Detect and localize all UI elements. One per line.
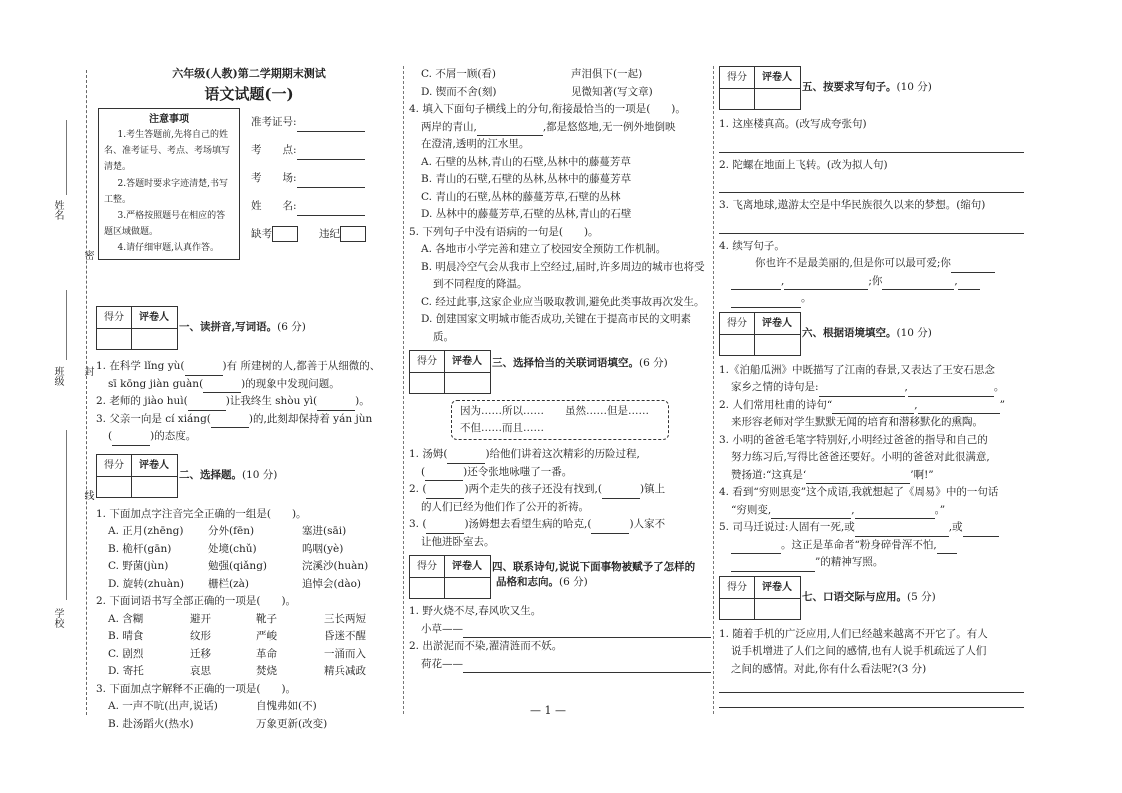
- answer-line[interactable]: [463, 626, 711, 638]
- section-3-header: [409, 350, 711, 394]
- option: 精兵减政: [324, 665, 366, 677]
- section-title: [492, 356, 668, 371]
- q-text: 1. 在科学 lǐng yù(: [96, 360, 185, 372]
- q-text: 荷花——: [421, 657, 463, 670]
- question: 5. 下列句子中没有语病的一句是( )。: [409, 225, 599, 238]
- q-text: (: [421, 465, 426, 478]
- score-table: [719, 576, 801, 620]
- option: 迁移: [190, 647, 211, 660]
- option[interactable]: C. 野菌(jùn): [108, 560, 169, 572]
- question: [409, 446, 711, 464]
- score-label: 得分: [720, 577, 755, 599]
- grader-label: 评卷人: [754, 67, 800, 89]
- column-divider: [713, 66, 714, 714]
- question: 之间的感情。对此,你有什么看法呢?(3 分): [731, 662, 927, 675]
- q-text: )的态度。: [150, 430, 197, 442]
- option: 靴子: [256, 612, 277, 625]
- grader-label: 评卷人: [444, 556, 490, 578]
- answer-blank[interactable]: [211, 416, 249, 428]
- option: 万象更新(改变): [256, 717, 328, 730]
- notice-item: 3.严格按照题号在相应的答题区域做题。: [104, 211, 226, 238]
- section-7-score: (5 分): [907, 590, 936, 603]
- question: [409, 481, 711, 499]
- section-2-title: 二、选择题。: [179, 468, 242, 481]
- option[interactable]: A. 正月(zhēng): [108, 525, 184, 537]
- answer-blank[interactable]: [963, 525, 999, 537]
- section-1-header: [96, 306, 402, 350]
- option: 纹形: [190, 630, 211, 642]
- answer-blank[interactable]: [806, 472, 910, 484]
- notice-box: [98, 108, 240, 260]
- answer-blank[interactable]: [426, 487, 464, 499]
- option[interactable]: C. 经过此事,这家企业应当吸取教训,避免此类事故再次发生。: [421, 295, 705, 308]
- question: [719, 537, 1024, 555]
- score-table: [96, 454, 178, 498]
- q-text: 两岸的青山,: [421, 120, 477, 133]
- answer-line[interactable]: [719, 678, 1024, 693]
- q-text: 家乡之情的诗句是:: [731, 381, 819, 393]
- q-text: 3. (: [409, 518, 427, 530]
- option: 哀思: [190, 665, 211, 677]
- answer-line[interactable]: [719, 217, 1024, 234]
- gutter-line: [66, 290, 67, 360]
- question: [719, 255, 1024, 273]
- option: 严峻: [256, 630, 277, 642]
- q-text: ;你: [868, 274, 883, 287]
- gutter-name-label: 姓名: [52, 200, 63, 220]
- score-table: [719, 66, 801, 110]
- answer-blank[interactable]: [832, 402, 914, 414]
- question: [96, 376, 402, 394]
- option[interactable]: B. 桅杆(gān): [108, 542, 172, 555]
- q-text: “穷则变,: [731, 503, 772, 516]
- gutter-feng: 封: [82, 366, 93, 376]
- exam-id-field[interactable]: [297, 119, 365, 132]
- answer-blank[interactable]: [203, 381, 241, 393]
- q-text: 。这正是革命者“粉身碎骨浑不怕,: [781, 538, 937, 551]
- question: 来形容老师对学生默默无闻的培育和潜移默化的熏陶。: [731, 416, 983, 428]
- q-text: 2. (: [409, 483, 427, 495]
- answer-blank[interactable]: [731, 560, 815, 572]
- option: 声泪俱下(一起): [571, 68, 643, 80]
- section-5-score: (10 分): [896, 81, 932, 93]
- question: 4. 填入下面句子横线上的分句,衔接最恰当的一项是( )。: [409, 103, 686, 115]
- option: 栅栏(zà): [208, 577, 249, 590]
- answer-blank[interactable]: [937, 542, 957, 554]
- score-table: [96, 306, 178, 350]
- question: 1. 随着手机的广泛应用,人们已经越来越离不开它了。有人: [719, 627, 988, 640]
- word-bank-item: 虽然……但是……: [565, 405, 649, 417]
- option[interactable]: B. 晴食: [108, 630, 144, 642]
- score-label: 得分: [97, 307, 132, 329]
- option[interactable]: D. 旋转(zhuàn): [108, 577, 184, 590]
- grader-label: 评卷人: [754, 313, 800, 335]
- question: [719, 273, 1024, 291]
- question: 2. 人们常用杜甫的诗句“ , ”: [719, 397, 1024, 415]
- option[interactable]: D. 寄托: [108, 665, 144, 677]
- answer-blank[interactable]: [784, 278, 868, 290]
- question: [96, 358, 402, 376]
- score-table: [719, 312, 801, 356]
- grader-label: 评卷人: [444, 351, 490, 373]
- option: 三长两短: [324, 612, 366, 625]
- answer-blank[interactable]: [731, 278, 781, 290]
- question: [409, 516, 711, 534]
- word-bank-item: 不但……而且……: [460, 422, 544, 434]
- question: 3. 下面加点字解释不正确的一项是( )。: [96, 682, 297, 695]
- q-text: ”: [999, 398, 1005, 411]
- question: 说手机增进了人们之间的感情,也有人说手机疏远了人们: [731, 645, 987, 657]
- option[interactable]: B. 明晨冷空气会从我市上空经过,届时,许多周边的城市也将受到不同程度的降温。: [421, 260, 705, 290]
- page-number: — 1 —: [530, 704, 566, 717]
- q-text: )镇上: [639, 483, 666, 495]
- q-text: sī kōng jiàn guàn(: [108, 377, 204, 390]
- answer-blank[interactable]: [819, 385, 905, 397]
- q-text: 3. 父亲一向是 cí xiáng(: [96, 412, 211, 425]
- option: 浣溪沙(huàn): [302, 560, 369, 572]
- option: 革命: [256, 647, 277, 660]
- binding-line: [86, 70, 87, 715]
- option[interactable]: A. 各地市小学完善和建立了校园安全预防工作机制。: [421, 243, 667, 255]
- option[interactable]: C. 不屑一顾(看): [421, 68, 497, 80]
- notice-title: 注意事项: [149, 114, 189, 125]
- q-text: )给他们讲着这次精彩的历险过程,: [485, 448, 640, 460]
- option: 见微知著(写文章): [571, 85, 653, 98]
- section-5-title: 五、按要求写句子。: [802, 81, 897, 93]
- answer-blank[interactable]: [731, 542, 781, 554]
- question: 1.《泊船瓜洲》中既描写了江南的春景,又表达了王安石思念: [719, 363, 995, 376]
- grader-label: 评卷人: [131, 307, 177, 329]
- q-text: 小草——: [421, 622, 463, 635]
- option[interactable]: A. 一声不吭(出声,说话): [108, 700, 218, 712]
- section-4-title-cont: 品格和志向。: [496, 576, 559, 588]
- answer-blank[interactable]: [855, 507, 935, 519]
- answer-blank[interactable]: [317, 399, 355, 411]
- question: [96, 411, 402, 429]
- q-text: ,都是悠悠地,无一例外地倒映: [542, 120, 676, 133]
- candidate-info: [251, 114, 401, 254]
- question: [719, 554, 1024, 572]
- option[interactable]: B. 青山的石壁,石壁的丛林,丛林中的藤蔓芳草: [421, 173, 632, 185]
- question: 2. 出淤泥而不染,濯清涟而不妖。: [409, 640, 563, 652]
- answer-blank[interactable]: [918, 402, 1000, 414]
- q-text: (: [108, 430, 113, 442]
- answer-line[interactable]: [463, 661, 711, 673]
- question: 2. 下面词语书写全部正确的一项是( )。: [96, 595, 297, 607]
- column-2: [409, 66, 711, 673]
- section-title: [802, 326, 932, 341]
- notice-item: 4.请仔细审题,认真作答。: [117, 243, 219, 254]
- q-text: )的,此刻却保持着 yán jùn: [248, 412, 373, 425]
- answer-blank[interactable]: [731, 296, 801, 308]
- option: 呜咽(yè): [302, 542, 344, 555]
- section-4-score: (6 分): [559, 576, 588, 588]
- section-6-header: [719, 312, 1024, 356]
- option[interactable]: D. 创建国家文明城市能否成功,关键在于提高市民的文明素质。: [421, 313, 692, 343]
- question: [409, 656, 711, 674]
- section-1-score: (6 分): [277, 321, 306, 333]
- answer-line[interactable]: [719, 136, 1024, 153]
- site-label: 考 点:: [251, 144, 297, 156]
- q-text: 你也许不是最美丽的,但是你可以最可爱;你: [755, 257, 951, 269]
- section-3-score: (6 分): [639, 357, 668, 369]
- gutter-class-label: 班级: [52, 366, 63, 386]
- column-3: [719, 66, 1024, 708]
- answer-blank[interactable]: [425, 469, 463, 481]
- option: 一涌而入: [324, 647, 366, 660]
- section-7-title: 七、口语交际与应用。: [802, 590, 907, 603]
- answer-blank[interactable]: [908, 385, 994, 397]
- q-text: ”的精神写照。: [815, 556, 884, 568]
- notice-item: 1.考生答题前,先将自己的姓名、准考证号、考点、考场填写清楚。: [104, 130, 231, 173]
- question: [719, 519, 1024, 537]
- answer-blank[interactable]: [591, 522, 629, 534]
- q-text: ,: [954, 274, 958, 287]
- question: 在澄清,透明的江水里。: [421, 138, 530, 150]
- word-bank: [451, 400, 669, 440]
- answer-blank[interactable]: [771, 507, 851, 519]
- score-table: [409, 555, 491, 599]
- section-6-title: 六、根据语境填空。: [802, 326, 897, 339]
- answer-line[interactable]: [719, 176, 1024, 193]
- option[interactable]: C. 青山的石壁,丛林的藤蔓芳草,石壁的丛林: [421, 190, 621, 203]
- option: 分外(fēn): [208, 525, 255, 537]
- section-1-title: 一、读拼音,写词语。: [179, 321, 278, 333]
- question: 2. 陀螺在地面上飞转。(改为拟人句): [719, 158, 888, 171]
- q-text: 1. 汤姆(: [409, 448, 448, 460]
- option: 自愧弗如(不): [256, 700, 317, 712]
- absent-checkbox[interactable]: [272, 226, 298, 242]
- answer-blank[interactable]: [951, 261, 995, 273]
- grader-label: 评卷人: [131, 455, 177, 477]
- gutter-mi: 密: [82, 250, 93, 260]
- question: [409, 119, 711, 137]
- answer-blank[interactable]: [882, 278, 954, 290]
- answer-blank[interactable]: [602, 487, 640, 499]
- option: 焚烧: [256, 665, 277, 677]
- room-field[interactable]: [297, 175, 365, 188]
- answer-blank[interactable]: [477, 124, 543, 136]
- question: [719, 467, 1024, 485]
- option: 避开: [190, 612, 211, 625]
- q-text: )两个走失的孩子还没有找到,(: [464, 483, 602, 495]
- question: [409, 464, 711, 482]
- section-2-header: [96, 454, 402, 498]
- option: 追悼会(dào): [302, 577, 361, 590]
- section-7-header: [719, 576, 1024, 620]
- gutter-line: [66, 120, 67, 195]
- option: 处境(chǔ): [208, 542, 257, 555]
- question: [409, 621, 711, 639]
- question: “穷则变, , 。”: [719, 502, 1024, 520]
- exam-id-label: 准考证号:: [251, 116, 297, 128]
- question: 家乡之情的诗句是: , 。: [719, 379, 1024, 397]
- option[interactable]: D. 锲而不舍(刻): [421, 85, 497, 98]
- section-title: [802, 590, 936, 605]
- question: 4. 看到“穷则思变”这个成语,我就想起了《周易》中的一句话: [719, 486, 999, 498]
- q-text: ’啊!”: [910, 468, 934, 481]
- options-grid: [96, 523, 402, 593]
- option: 勉强(qiǎng): [208, 560, 268, 572]
- answer-blank[interactable]: [185, 364, 223, 376]
- options-grid: [96, 611, 402, 681]
- option[interactable]: B. 赴汤蹈火(热水): [108, 717, 194, 730]
- section-title: [179, 320, 306, 335]
- score-label: 得分: [97, 455, 132, 477]
- question: [96, 428, 402, 446]
- room-label: 考 场:: [251, 172, 297, 184]
- section-4-title: 四、联系诗句,说说下面事物被赋予了怎样的: [492, 561, 696, 573]
- name-label: 姓 名:: [251, 200, 297, 212]
- option[interactable]: A. 石壁的丛林,青山的石壁,丛林中的藤蔓芳草: [421, 155, 631, 168]
- exam-title: 语文试题(一): [204, 85, 294, 103]
- question: 3. 小明的爸爸毛笔字特别好,小明经过爸爸的指导和自己的: [719, 433, 988, 446]
- score-table: [409, 350, 491, 394]
- q-text: )人家不: [629, 518, 666, 530]
- question: 。: [719, 290, 1024, 308]
- answer-blank[interactable]: [855, 525, 949, 537]
- question: 4. 续写句子。: [719, 239, 785, 252]
- q-text: ,或: [948, 521, 963, 533]
- q-text: )让我终生 shòu yì(: [225, 395, 318, 407]
- violation-checkbox[interactable]: [340, 226, 366, 242]
- question: 1. 下面加点字注音完全正确的一组是( )。: [96, 507, 307, 520]
- section-4-header: [409, 555, 711, 599]
- options-grid: [96, 698, 402, 733]
- exam-header: 六年级(人教)第二学期期末测试: [172, 67, 326, 80]
- option[interactable]: C. 剧烈: [108, 647, 144, 660]
- q-text: )汤姆想去看望生病的哈克,(: [464, 518, 592, 530]
- section-2-score: (10 分): [242, 468, 278, 481]
- q-text: )有 所建树的人,都善于从细微的、: [222, 360, 381, 372]
- notice-item: 2.答题时要求字迹清楚,书写工整。: [104, 178, 228, 205]
- question: 努力练习后,写得比爸爸还要好。小明的爸爸对此很满意,: [731, 451, 990, 463]
- question: 3. 飞离地球,遨游太空是中华民族很久以来的梦想。(缩句): [719, 199, 986, 211]
- answer-blank[interactable]: [958, 278, 980, 290]
- score-label: 得分: [720, 313, 755, 335]
- q-text: 5. 司马迁说过:人固有一死,或: [719, 521, 855, 533]
- gutter-school-label: 学校: [52, 608, 63, 628]
- section-3-title: 三、选择恰当的关联词语填空。: [492, 357, 639, 369]
- grader-label: 评卷人: [754, 577, 800, 599]
- question: [96, 393, 402, 411]
- question: 的人们已经为他们作了公开的祈祷。: [421, 500, 589, 513]
- score-label: 得分: [410, 556, 445, 578]
- options-grid: [409, 66, 711, 101]
- gutter-line: [66, 430, 67, 600]
- q-text: 赞扬道:“这真是‘: [731, 468, 807, 481]
- answer-blank[interactable]: [447, 452, 485, 464]
- q-text: 2. 老师的 jiào huì(: [96, 395, 188, 407]
- option[interactable]: A. 含糊: [108, 612, 144, 625]
- score-label: 得分: [410, 351, 445, 373]
- q-text: )还令张地咏嗤了一番。: [463, 465, 573, 478]
- violation-label: 违纪: [319, 228, 340, 240]
- section-title: [179, 468, 277, 483]
- answer-blank[interactable]: [112, 434, 150, 446]
- question: 1. 野火烧不尽,春风吹又生。: [409, 605, 542, 617]
- word-bank-item: 因为……所以……: [460, 405, 544, 417]
- score-label: 得分: [720, 67, 755, 89]
- gutter-xian: 线: [82, 490, 93, 500]
- question: 1. 这座楼真高。(改写成夸张句): [719, 118, 867, 130]
- option[interactable]: D. 丛林中的藤蔓芳草,石壁的丛林,青山的石壁: [421, 208, 632, 220]
- option: 塞进(sāi): [302, 525, 347, 537]
- option: 昏迷不醒: [324, 630, 366, 642]
- answer-blank[interactable]: [188, 399, 226, 411]
- q-text: )。: [355, 395, 370, 407]
- q-text: )的现象中发现问题。: [241, 377, 340, 390]
- site-field[interactable]: [297, 147, 365, 160]
- column-1: [96, 66, 402, 733]
- q-text: ,: [781, 274, 785, 287]
- answer-blank[interactable]: [426, 522, 464, 534]
- absent-label: 缺考: [251, 228, 272, 240]
- section-title: [492, 560, 695, 590]
- section-6-score: (10 分): [896, 326, 932, 339]
- q-text: 2. 人们常用杜甫的诗句“: [719, 398, 833, 411]
- section-title: [802, 80, 932, 95]
- section-5-header: [719, 66, 1024, 110]
- question: 让他进卧室去。: [421, 535, 495, 548]
- name-field[interactable]: [297, 203, 365, 216]
- answer-line[interactable]: [719, 693, 1024, 708]
